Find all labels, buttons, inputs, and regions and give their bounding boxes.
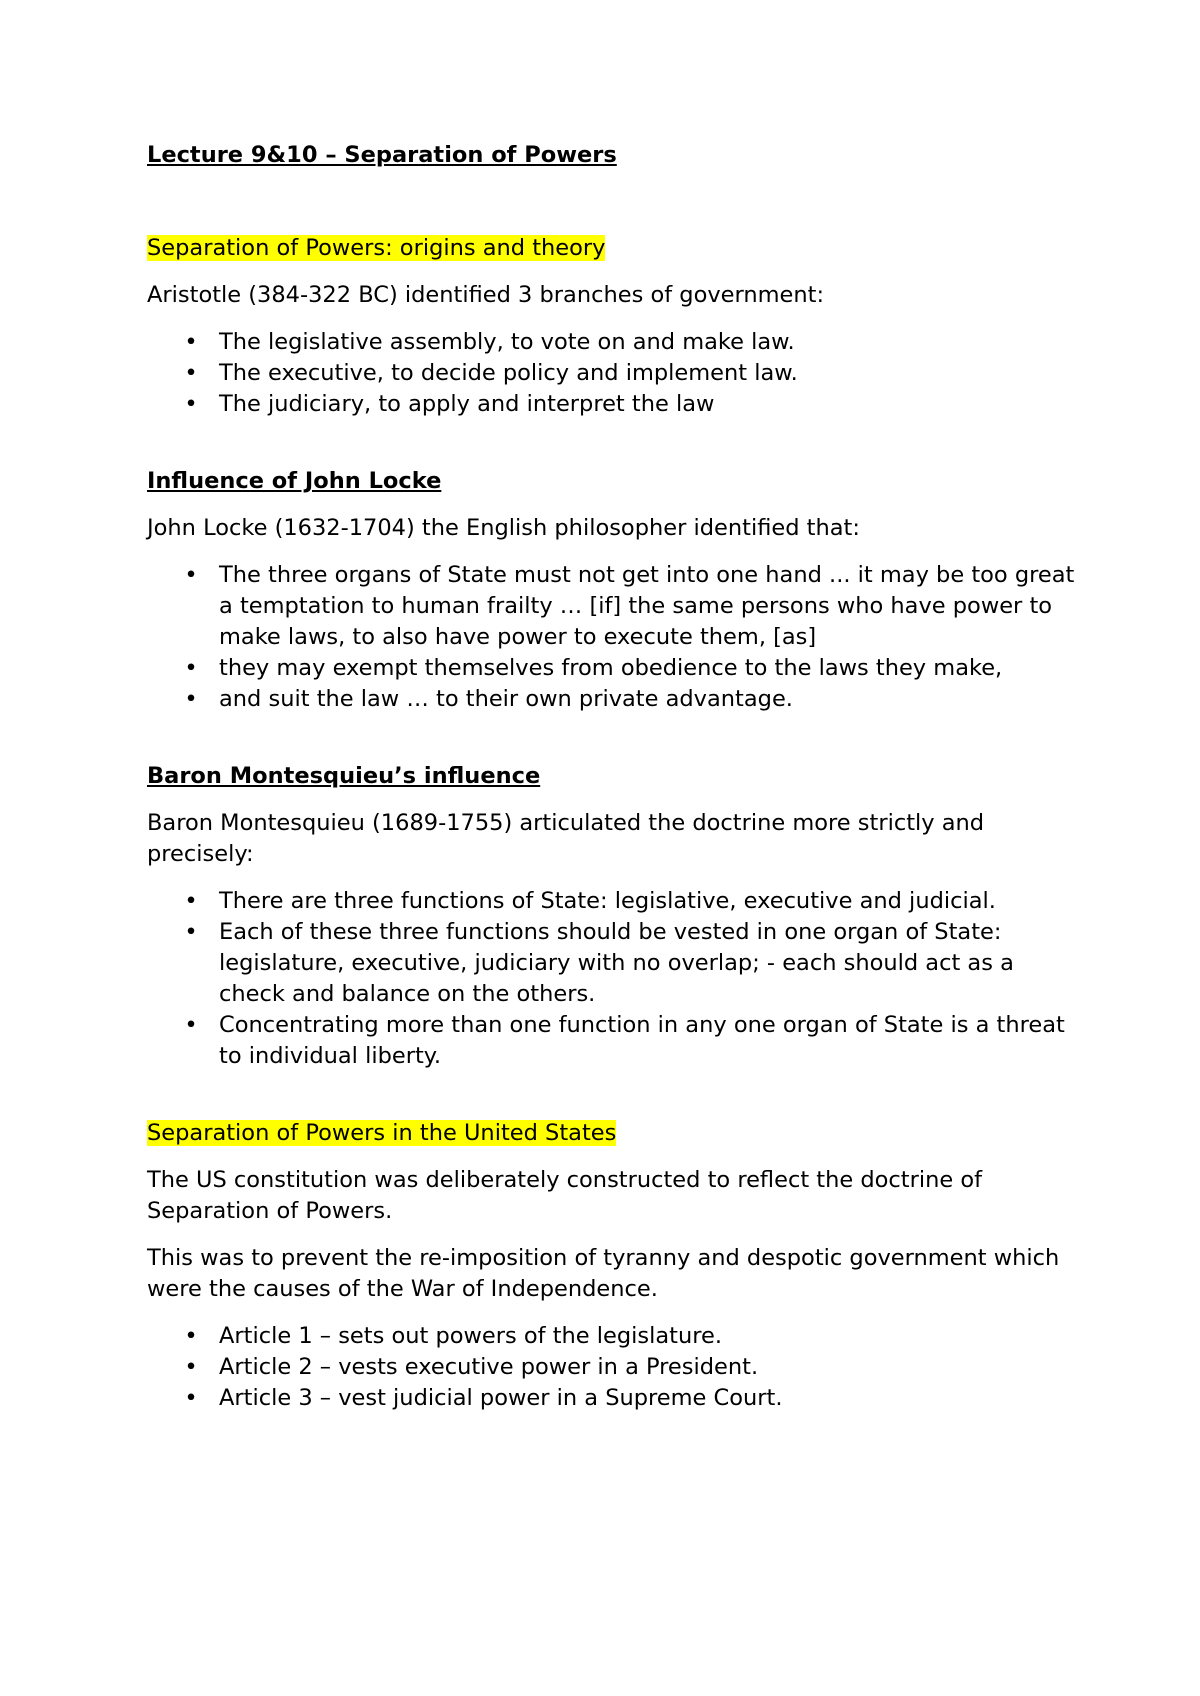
section-heading-origins xyxy=(147,233,1077,264)
bullet-icon: • xyxy=(184,1385,198,1411)
list-item-text: they may exempt themselves from obedience to the laws they make, xyxy=(219,655,1003,681)
list-item-text: The legislative assembly, to vote on and make law. xyxy=(219,329,795,355)
bullet-icon: • xyxy=(184,360,198,386)
list-item xyxy=(147,653,1077,684)
list-item-text: The executive, to decide policy and implement law. xyxy=(219,360,798,386)
highlighted-heading-text: Separation of Powers: origins and theory xyxy=(147,235,606,261)
list-item xyxy=(147,1352,1077,1383)
list-item xyxy=(147,886,1077,917)
list-item xyxy=(147,1321,1077,1352)
list-item xyxy=(147,1383,1077,1414)
list-item-text: Concentrating more than one function in any one organ of State is a threat to individual liberty. xyxy=(219,1012,1065,1069)
list-item-text: Article 2 – vests executive power in a President. xyxy=(219,1354,759,1380)
list-item xyxy=(147,358,1077,389)
bullet-icon: • xyxy=(184,562,198,588)
list-item-text: and suit the law … to their own private advantage. xyxy=(219,686,793,712)
bullet-icon: • xyxy=(184,1323,198,1349)
bullet-list-montesquieu xyxy=(147,886,1077,1072)
list-item xyxy=(147,917,1077,1010)
bullet-icon: • xyxy=(184,329,198,355)
list-item xyxy=(147,560,1077,653)
bullet-list-locke xyxy=(147,560,1077,715)
bullet-icon: • xyxy=(184,888,198,914)
bullet-list-us-articles xyxy=(147,1321,1077,1414)
document-body xyxy=(147,140,1077,1460)
section-heading-locke: Influence of John Locke xyxy=(147,468,442,494)
page-title: Lecture 9&10 – Separation of Powers xyxy=(147,142,617,168)
list-item-text: Article 1 – sets out powers of the legislature. xyxy=(219,1323,723,1349)
list-item-text: There are three functions of State: legislative, executive and judicial. xyxy=(219,888,996,914)
paragraph: The US constitution was deliberately constructed to reflect the doctrine of Separation of Powers. xyxy=(147,1167,983,1224)
section-heading-united-states xyxy=(147,1118,1077,1149)
list-item xyxy=(147,389,1077,420)
section-heading-montesquieu: Baron Montesquieu’s influence xyxy=(147,763,541,789)
list-item xyxy=(147,327,1077,358)
bullet-icon: • xyxy=(184,655,198,681)
list-item xyxy=(147,1010,1077,1072)
bullet-list-aristotle xyxy=(147,327,1077,420)
list-item-text: Article 3 – vest judicial power in a Supreme Court. xyxy=(219,1385,783,1411)
list-item-text: The judiciary, to apply and interpret the law xyxy=(219,391,715,417)
paragraph: This was to prevent the re-imposition of tyranny and despotic government which were the causes of the War of Independence. xyxy=(147,1245,1060,1302)
list-item-text: The three organs of State must not get into one hand ... it may be too great a temptation to human frailty … [if] the same persons who have power to make laws, to also have power to execute them, [as] xyxy=(219,562,1075,650)
bullet-icon: • xyxy=(184,686,198,712)
paragraph: John Locke (1632-1704) the English philosopher identified that: xyxy=(147,515,860,541)
list-item xyxy=(147,684,1077,715)
bullet-icon: • xyxy=(184,1012,198,1038)
paragraph: Baron Montesquieu (1689-1755) articulated the doctrine more strictly and precisely: xyxy=(147,810,985,867)
bullet-icon: • xyxy=(184,919,198,945)
list-item-text: Each of these three functions should be vested in one organ of State: legislature, executive, judiciary with no overlap; - each should act as a check and balance on the others. xyxy=(219,919,1014,1007)
bullet-icon: • xyxy=(184,391,198,417)
highlighted-heading-text: Separation of Powers in the United States xyxy=(147,1120,617,1146)
paragraph: Aristotle (384-322 BC) identified 3 branches of government: xyxy=(147,282,825,308)
bullet-icon: • xyxy=(184,1354,198,1380)
